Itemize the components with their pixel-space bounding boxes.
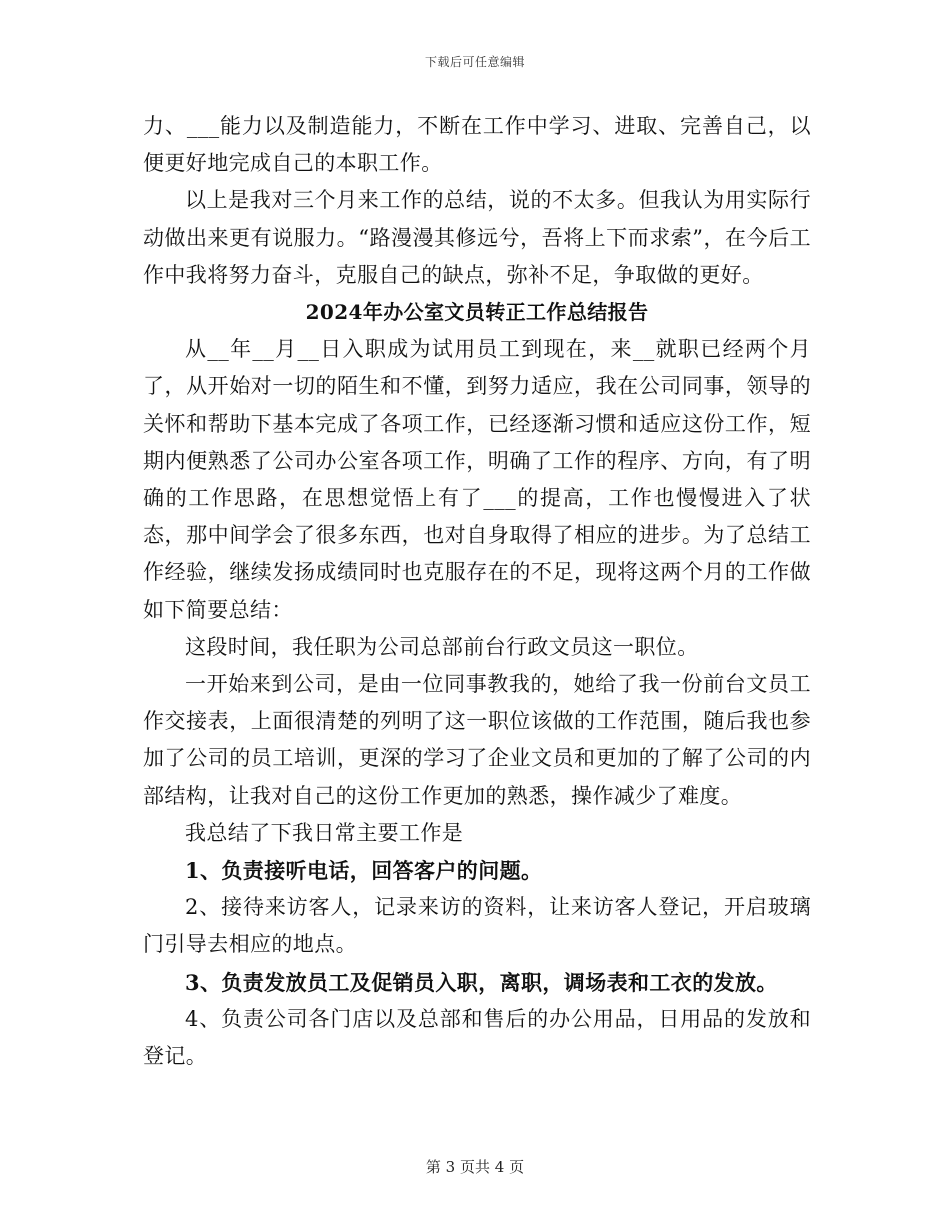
list-item-1: 1、负责接听电话，回答客户的问题。 xyxy=(185,858,543,884)
document-body xyxy=(143,108,811,1075)
list-item-2: 2、接待来访客人，记录来访的资料，让来访客人登记，开启玻璃门引导去相应的地点。 xyxy=(143,895,811,957)
list-item-4: 4、负责公司各门店以及总部和售后的办公用品，日用品的发放和登记。 xyxy=(143,1006,811,1069)
header-note: 下载后可任意编辑 xyxy=(424,55,525,69)
paragraph-position: 这段时间，我任职为公司总部前台行政文员这一职位。 xyxy=(185,634,699,659)
list-item-3: 3、负责发放员工及促销员入职，离职，调场表和工衣的发放。 xyxy=(185,969,778,995)
paragraph-training: 一开始来到公司，是由一位同事教我的，她给了我一份前台文员工作交接表，上面很清楚的列明了这一职位该做的工作范围，随后我也参加了公司的员工培训，更深的学习了企业文员和更加的了解了公司的内部结构，让我对自己的这份工作更加的熟悉，操作减少了难度。 xyxy=(143,672,811,808)
page-number: 第 3 页共 4 页 xyxy=(425,1158,525,1176)
section-title: 2024年办公室文员转正工作总结报告 xyxy=(305,300,649,325)
paragraph-continued: 力、___能力以及制造能力，不断在工作中学习、进取、完善自己，以便更好地完成自己的本职工作。 xyxy=(143,114,811,176)
paragraph-conclusion: 以上是我对三个月来工作的总结，说的不太多。但我认为用实际行动做出来更有说服力。“路漫漫其修远兮，吾将上下而求索”，在今后工作中我将努力奋斗，克服自己的缺点，弥补不足，争取做的更好。 xyxy=(143,188,811,287)
paragraph-summary-lead: 我总结了下我日常主要工作是 xyxy=(185,820,464,845)
paragraph-intro: 从__年__月__日入职成为试用员工到现在，来__就职已经两个月了，从开始对一切的陌生和不懂，到努力适应，我在公司同事，领导的关怀和帮助下基本完成了各项工作，已经逐渐习惯和适应这份工作，短期内便熟悉了公司办公室各项工作，明确了工作的程序、方向，有了明确的工作思路，在思想觉悟上有了___的提高，工作也慢慢进入了状态，那中间学会了很多东西，也对自身取得了相应的进步。为了总结工作经验，继续发扬成绩同时也克服存在的不足，现将这两个月的工作做如下简要总结： xyxy=(143,337,811,622)
